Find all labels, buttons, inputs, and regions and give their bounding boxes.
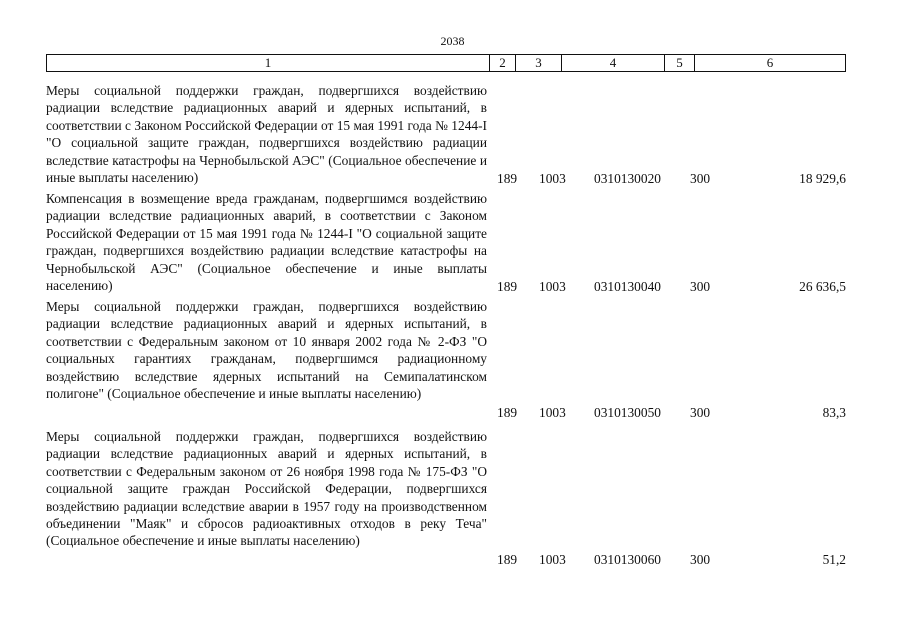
row-value-col2: 189 — [497, 170, 518, 186]
row-value-col4: 0310130050 — [594, 404, 661, 420]
row-value-col2: 189 — [497, 404, 518, 420]
column-header-4: 4 — [562, 55, 665, 71]
row-value-col6: 18 929,6 — [799, 170, 846, 186]
row-value-col3: 1003 — [539, 404, 566, 420]
row-value-col2: 189 — [497, 551, 518, 567]
row-value-col5: 300 — [690, 551, 711, 567]
row-value-col4: 0310130020 — [594, 170, 661, 186]
column-header-3: 3 — [516, 55, 562, 71]
table-header — [46, 54, 846, 72]
row-description: Меры социальной поддержки граждан, подвергшихся воздействию радиации вследствие радиационных аварий и ядерных испытаний, в соответствии с Федеральным законом от 26 ноября 1998 года № 175-ФЗ "О социальной защите граждан Российской Федерации, подвергшихся воздействию радиации вследствие аварии в 1957 году на производственном объединении "Маяк" и сбросов радиоактивных отходов в реку Теча" (Социальное обеспечение и иные выплаты населению) — [46, 429, 487, 549]
column-header-6: 6 — [766, 55, 774, 70]
row-value-col5: 300 — [690, 404, 711, 420]
page-number: 2038 — [440, 34, 465, 48]
table-row — [46, 298, 846, 421]
row-value-col2: 189 — [497, 278, 518, 294]
table-row — [46, 82, 846, 187]
row-value-col3: 1003 — [539, 551, 566, 567]
row-value-col6: 51,2 — [822, 551, 846, 567]
table-row — [46, 428, 846, 568]
row-value-col5: 300 — [690, 278, 711, 294]
row-value-col4: 0310130040 — [594, 278, 661, 294]
row-value-col3: 1003 — [539, 278, 566, 294]
row-value-col6: 26 636,5 — [799, 278, 846, 294]
row-value-col6: 83,3 — [822, 404, 846, 420]
row-description: Меры социальной поддержки граждан, подвергшихся воздействию радиации вследствие радиационных аварий и ядерных испытаний, в соответствии с Федеральным законом от 10 января 2002 года № 2-ФЗ "О социальных гарантиях гражданам, подвергшимся радиационному воздействию вследствие ядерных испытаний на Семипалатинском полигоне" (Социальное обеспечение и иные выплаты населению) — [46, 299, 487, 402]
column-header-1: 1 — [47, 55, 490, 71]
column-header-5: 5 — [665, 55, 695, 71]
row-description: Компенсация в возмещение вреда гражданам, подвергшимся воздействию радиации вследствие радиационных аварий, в соответствии с Законом Российской Федерации от 15 мая 1991 года № 1244-I "О социальной защите граждан, подвергшихся воздействию радиации вследствие катастрофы на Чернобыльской АЭС" (Социальное обеспечение и иные выплаты населению) — [46, 191, 487, 294]
column-header-2: 2 — [490, 55, 516, 71]
row-description: Меры социальной поддержки граждан, подвергшихся воздействию радиации вследствие радиационных аварий и ядерных испытаний, в соответствии с Законом Российской Федерации от 15 мая 1991 года № 1244-I "О социальной защите граждан, подвергшихся воздействию радиации вследствие катастрофы на Чернобыльской АЭС" (Социальное обеспечение и иные выплаты населению) — [46, 83, 487, 186]
table-row — [46, 190, 846, 295]
row-value-col4: 0310130060 — [594, 551, 661, 567]
row-value-col5: 300 — [690, 170, 711, 186]
row-value-col3: 1003 — [539, 170, 566, 186]
